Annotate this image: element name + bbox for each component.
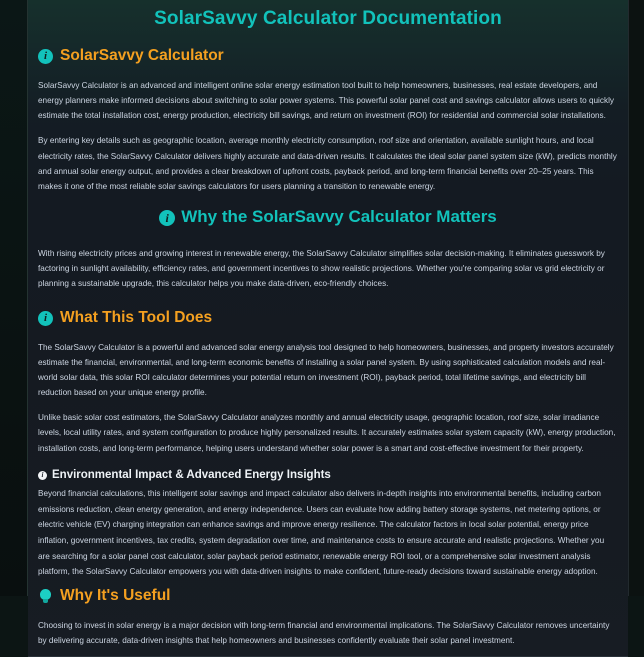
paragraph: The SolarSavvy Calculator is a powerful and advanced solar energy analysis tool designed to help homeowners, businesses, and property investors accurately estimate the financial, environmental, and long-term economic benefits of installing a solar panel system. By using sophisticated calculation models and real-world solar data, this solar ROI calculator determines your potential return on investment (ROI), payback period, total lifetime savings, and electricity bill reduction based on your unique energy profile. bbox=[38, 342, 614, 398]
info-circle-small-icon: i bbox=[38, 471, 47, 480]
info-circle-icon: i bbox=[38, 49, 53, 64]
section-what-this-tool-does bbox=[28, 308, 628, 580]
section-heading-label: Why It's Useful bbox=[60, 586, 171, 604]
paragraph: With rising electricity prices and growing interest in renewable energy, the SolarSavvy Calculator simplifies solar decision-making. It eliminates guesswork by factoring in sunlight availability, efficiency rates, and government incentives to show realistic projections. Whether you're comparing solar vs grid electricity or planning a sustainable upgrade, this calculator helps you make data-driven, eco-friendly choices. bbox=[38, 249, 605, 289]
lightbulb-base bbox=[43, 599, 48, 603]
section-heading-label: Why the SolarSavvy Calculator Matters bbox=[181, 207, 497, 227]
paragraph: Beyond financial calculations, this intelligent solar savings and impact calculator also delivers in-depth insights into environmental benefits, including carbon emissions reduction, clean energy generation, and energy independence. Users can evaluate how adding battery storage systems, net metering options, or electric vehicle (EV) charging integration can enhance savings and improve energy resilience. The calculator factors in local solar potential, energy price inflation, government incentives, tax credits, system degradation over time, and maintenance costs to ensure accurate and realistic projections. Whether you are searching for a solar panel cost calculator, solar payback period estimator, renewable energy ROI tool, or a comprehensive solar investment analysis platform, the SolarSavvy Calculator empowers you with data-driven insights to make confident, future-ready decisions toward sustainable energy adoption. bbox=[38, 489, 605, 577]
section-why-it-matters bbox=[28, 206, 628, 291]
info-circle-icon: i bbox=[159, 210, 175, 226]
paragraph: Choosing to invest in solar energy is a major decision with long-term financial and environmental implications. The SolarSavvy Calculator removes uncertainty by delivering accurate, data-driven insights that help homeowners and businesses confidently evaluate their solar panel investment. bbox=[38, 620, 610, 645]
section-heading-label: SolarSavvy Calculator bbox=[60, 47, 224, 64]
left-gutter bbox=[0, 0, 28, 596]
paragraph: SolarSavvy Calculator is an advanced and intelligent online solar energy estimation tool built to help homeowners, businesses, real estate developers, and energy planners make informed decisions about switching to solar power systems. This powerful solar panel cost and savings calculator allows users to quickly estimate the total installation cost, energy production, electricity bill savings, and return on investment (ROI) for residential and commercial solar installations. bbox=[38, 80, 614, 121]
section-why-its-useful bbox=[28, 586, 628, 648]
section-heading-what-this-tool-does bbox=[38, 308, 618, 329]
info-circle-icon: i bbox=[38, 311, 53, 326]
right-gutter bbox=[628, 0, 644, 596]
subsection-heading-label: Environmental Impact & Advanced Energy Insights bbox=[52, 468, 331, 481]
paragraph: Unlike basic solar cost estimators, the SolarSavvy Calculator analyzes monthly and annual electricity usage, geographic location, roof size, solar irradiance levels, local utility rates, and system configuration to produce highly personalized results. It accurately estimates solar system capacity (kW), energy production, installation costs, and long-term performance, helping users understand whether solar power is a smart and cost-effective investment for their property. bbox=[38, 413, 616, 453]
subsection-heading-environmental-impact bbox=[38, 468, 618, 484]
page-title: SolarSavvy Calculator Documentation bbox=[154, 8, 502, 29]
section-heading-why-its-useful bbox=[38, 586, 618, 607]
section-solarsavvy-calculator bbox=[28, 46, 628, 194]
document-content bbox=[28, 0, 628, 657]
subsection-environmental-impact bbox=[38, 468, 618, 580]
section-heading-why-it-matters bbox=[38, 206, 618, 229]
lightbulb-icon bbox=[38, 589, 53, 604]
section-heading-label: What This Tool Does bbox=[60, 308, 213, 326]
paragraph: By entering key details such as geographic location, average monthly electricity consumption, roof size and orientation, available sunlight hours, and local electricity rates, the SolarSavvy Calculator delivers highly accurate and data-driven results. It calculates the ideal solar panel system size (kW), predicts monthly and annual solar energy output, and provides a clear breakdown of upfront costs, payback period, and long-term financial benefits over 20–25 years. This makes it one of the most reliable solar savings calculators for users planning a transition to renewable energy. bbox=[38, 136, 617, 191]
lightbulb-glass bbox=[40, 589, 51, 600]
section-heading-solarsavvy-calculator bbox=[38, 46, 618, 67]
